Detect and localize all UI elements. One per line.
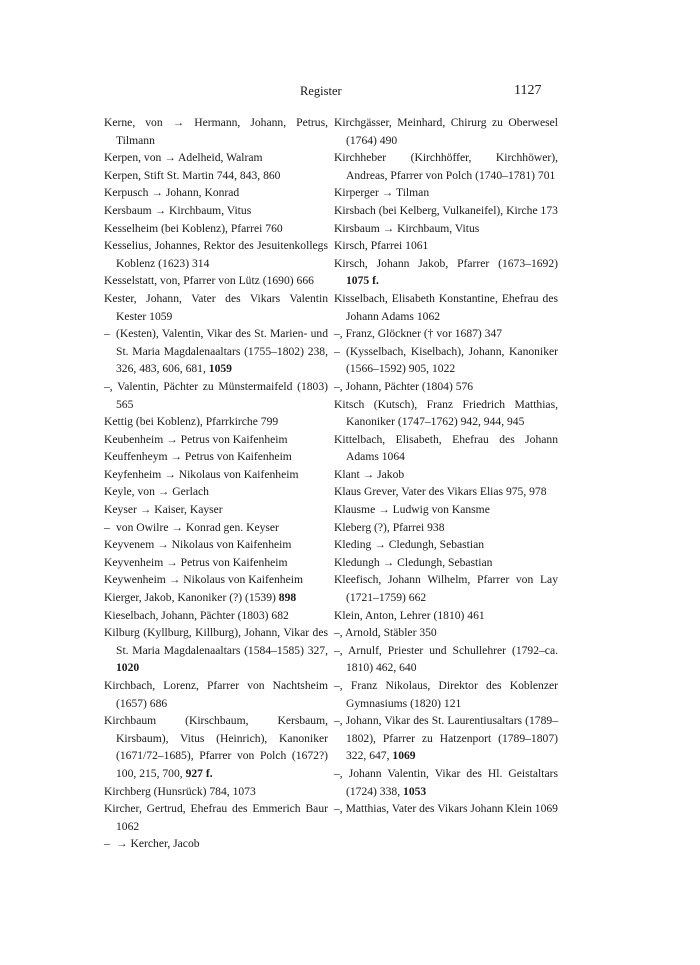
index-entry xyxy=(334,202,558,220)
index-entry xyxy=(104,783,328,801)
index-entry xyxy=(104,378,328,413)
entry-text: → Kercher, Jacob xyxy=(116,837,200,851)
entry-text: Kesselstatt, von, Pfarrer von Lütz (1690) 666 xyxy=(104,274,314,288)
index-entry xyxy=(334,378,558,396)
index-entry xyxy=(334,765,558,800)
index-entry xyxy=(104,483,328,501)
entry-text: Kerpusch → Johann, Konrad xyxy=(104,186,240,200)
entry-text: –, Arnulf, Priester und Schullehrer (1792–ca. 1810) 462, 640 xyxy=(334,643,558,675)
entry-bold-page-ref: 927 f. xyxy=(185,766,213,780)
entry-text: Klaus Grever, Vater des Vikars Elias 975, 978 xyxy=(334,485,547,499)
index-entry xyxy=(104,466,328,484)
entry-text: Keyle, von → Gerlach xyxy=(104,485,209,499)
running-header-title: Register xyxy=(300,84,342,98)
index-entry xyxy=(104,202,328,220)
entry-text: –, Johann Valentin, Vikar des Hl. Geistaltars (1724) 338, xyxy=(334,766,558,798)
entry-text: Kettig (bei Koblenz), Pfarrkirche 799 xyxy=(104,415,279,429)
entry-text: –, Franz, Glöckner († vor 1687) 347 xyxy=(334,327,503,341)
entry-text: Klein, Anton, Lehrer (1810) 461 xyxy=(334,608,485,622)
entry-text: Keyvenheim → Petrus von Kaifenheim xyxy=(104,555,288,569)
index-entry xyxy=(334,325,558,343)
entry-dash: – xyxy=(104,327,110,341)
entry-bold-page-ref: 1053 xyxy=(403,784,427,798)
entry-text: Kierger, Jakob, Kanoniker (?) (1539) xyxy=(104,591,276,605)
index-entry xyxy=(334,536,558,554)
entry-dash: – xyxy=(104,837,110,851)
entry-text: Kirchbaum (Kirschbaum, Kersbaum, Kirsbaum), Vitus (Heinrich), Kanoniker (1671/72–1685), Pfarrer von Polch (1672?) 100, 215, 700, xyxy=(104,714,328,780)
index-entry xyxy=(104,519,328,537)
entry-text: Keyfenheim → Nikolaus von Kaifenheim xyxy=(104,467,299,481)
index-entry xyxy=(104,220,328,238)
entry-text: Kircher, Gertrud, Ehefrau des Emmerich Baur 1062 xyxy=(104,802,328,833)
entry-text: Kleding → Cledungh, Sebastian xyxy=(334,538,485,552)
entry-text: Kisselbach, Elisabeth Konstantine, Ehefrau des Johann Adams 1062 xyxy=(334,291,558,323)
index-entry xyxy=(104,624,328,677)
index-entry xyxy=(104,290,328,325)
index-entry xyxy=(104,554,328,572)
entry-text: Kirsbach (bei Kelberg, Vulkaneifel), Kirche 173 xyxy=(334,203,558,217)
entry-text: von Owilre → Konrad gen. Keyser xyxy=(116,520,279,534)
index-entry xyxy=(334,483,558,501)
index-entry xyxy=(334,501,558,519)
index-entry xyxy=(334,466,558,484)
entry-text: Klant → Jakob xyxy=(334,467,405,481)
index-entry xyxy=(104,589,328,607)
index-entry xyxy=(104,571,328,589)
entry-text: –, Matthias, Vater des Vikars Johann Klein 1069 xyxy=(334,802,558,816)
entry-text: Kledungh → Cledungh, Sebastian xyxy=(334,555,493,569)
entry-text: Keywenheim → Nikolaus von Kaifenheim xyxy=(104,573,303,587)
index-entry xyxy=(334,237,558,255)
index-entry xyxy=(334,519,558,537)
index-entry xyxy=(104,325,328,378)
entry-text: Kittelbach, Elisabeth, Ehefrau des Johann Adams 1064 xyxy=(334,432,558,464)
index-entry xyxy=(104,237,328,272)
index-entry xyxy=(104,677,328,712)
entry-text: Kirchbach, Lorenz, Pfarrer von Nachtsheim (1657) 686 xyxy=(104,679,328,710)
entry-text: Kirchberg (Hunsrück) 784, 1073 xyxy=(104,784,256,798)
index-entry xyxy=(334,554,558,572)
entry-text: Kesselheim (bei Koblenz), Pfarrei 760 xyxy=(104,221,283,235)
index-entry xyxy=(334,149,558,184)
entry-text: Kirchgässer, Meinhard, Chirurg zu Oberwesel (1764) 490 xyxy=(334,116,558,147)
entry-text: Kitsch (Kutsch), Franz Friedrich Matthias, Kanoniker (1747–1762) 942, 944, 945 xyxy=(334,397,558,429)
index-entry xyxy=(104,835,328,853)
index-entry xyxy=(334,677,558,712)
index-entry xyxy=(334,343,558,378)
index-entry xyxy=(334,624,558,642)
index-entry xyxy=(104,167,328,185)
index-entry xyxy=(334,396,558,431)
entry-text: Kleefisch, Johann Wilhelm, Pfarrer von Lay (1721–1759) 662 xyxy=(334,573,558,605)
entry-text: Kester, Johann, Vater des Vikars Valentin Kester 1059 xyxy=(104,291,328,323)
entry-text: Kerpen, von → Adelheid, Walram xyxy=(104,151,263,165)
entry-text: Keyvenem → Nikolaus von Kaifenheim xyxy=(104,538,292,552)
entry-text: Kirchheber (Kirchhöffer, Kirchhöwer), Andreas, Pfarrer von Polch (1740–1781) 701 xyxy=(334,151,558,182)
entry-text: (Kysselbach, Kiselbach), Johann, Kanoniker (1566–1592) 905, 1022 xyxy=(346,344,558,376)
index-entry xyxy=(334,290,558,325)
index-entry xyxy=(104,448,328,466)
index-entry xyxy=(334,220,558,238)
entry-text: –, Johann, Pächter (1804) 576 xyxy=(334,379,474,393)
entry-text: Kirperger → Tilman xyxy=(334,186,430,200)
index-entry xyxy=(334,712,558,765)
index-entry xyxy=(334,642,558,677)
entry-bold-page-ref: 1059 xyxy=(208,362,232,376)
entry-text: –, Franz Nikolaus, Direktor des Koblenzer Gymnasiums (1820) 121 xyxy=(334,679,558,710)
index-entry xyxy=(104,431,328,449)
index-entry xyxy=(104,272,328,290)
index-entry xyxy=(334,184,558,202)
index-entry xyxy=(104,501,328,519)
index-entry xyxy=(104,536,328,554)
entry-text: Kieselbach, Johann, Pächter (1803) 682 xyxy=(104,608,289,622)
entry-text: –, Valentin, Pächter zu Münstermaifeld (1803) 565 xyxy=(104,379,328,411)
entry-text: Kleberg (?), Pfarrei 938 xyxy=(334,520,445,534)
entry-bold-page-ref: 1075 f. xyxy=(346,274,379,288)
entry-text: Kilburg (Kyllburg, Killburg), Johann, Vikar des St. Maria Magdalenaaltars (1584–1585) 327, xyxy=(104,626,328,657)
index-column-right xyxy=(334,114,558,818)
entry-text: –, Arnold, Stäbler 350 xyxy=(334,626,437,640)
entry-text: Kersbaum → Kirchbaum, Vitus xyxy=(104,203,252,217)
entry-dash: – xyxy=(104,520,110,534)
entry-text: Keuffenheym → Petrus von Kaifenheim xyxy=(104,450,292,464)
entry-text: Kerne, von → Hermann, Johann, Petrus, Tilmann xyxy=(104,116,328,147)
entry-bold-page-ref: 1069 xyxy=(392,749,416,763)
index-entry xyxy=(104,413,328,431)
index-entry xyxy=(334,800,558,818)
page-number: 1127 xyxy=(514,83,542,98)
entry-text: Kirsch, Pfarrei 1061 xyxy=(334,239,429,253)
index-entry xyxy=(334,114,558,149)
index-entry xyxy=(334,607,558,625)
index-entry xyxy=(104,712,328,782)
entry-text: Klausme → Ludwig von Kansme xyxy=(334,503,490,517)
index-entry xyxy=(104,184,328,202)
index-entry xyxy=(104,114,328,149)
index-entry xyxy=(104,607,328,625)
entry-text: (Kesten), Valentin, Vikar des St. Marien- und St. Maria Magdalenaaltars (1755–1802) 238, 326, 483, 606, 681, xyxy=(116,327,328,376)
entry-dash: – xyxy=(334,344,340,358)
index-entry xyxy=(334,255,558,290)
entry-bold-page-ref: 1020 xyxy=(116,661,140,675)
index-entry xyxy=(104,149,328,167)
index-entry xyxy=(334,571,558,606)
index-entry xyxy=(334,431,558,466)
entry-text: Kirsch, Johann Jakob, Pfarrer (1673–1692) xyxy=(334,256,558,270)
index-column-left xyxy=(104,114,328,853)
entry-text: Kerpen, Stift St. Martin 744, 843, 860 xyxy=(104,168,281,182)
entry-text: Keyser → Kaiser, Kayser xyxy=(104,503,223,517)
entry-text: Kirsbaum → Kirchbaum, Vitus xyxy=(334,221,480,235)
entry-bold-page-ref: 898 xyxy=(278,591,297,605)
index-entry xyxy=(104,800,328,835)
entry-text: Kesselius, Johannes, Rektor des Jesuitenkollegs Koblenz (1623) 314 xyxy=(104,239,328,270)
entry-text: Keubenheim → Petrus von Kaifenheim xyxy=(104,432,288,446)
entry-text: –, Johann, Vikar des St. Laurentiusaltars (1789–1802), Pfarrer zu Hatzenport (1789–1807) 322, 647, xyxy=(334,714,558,763)
